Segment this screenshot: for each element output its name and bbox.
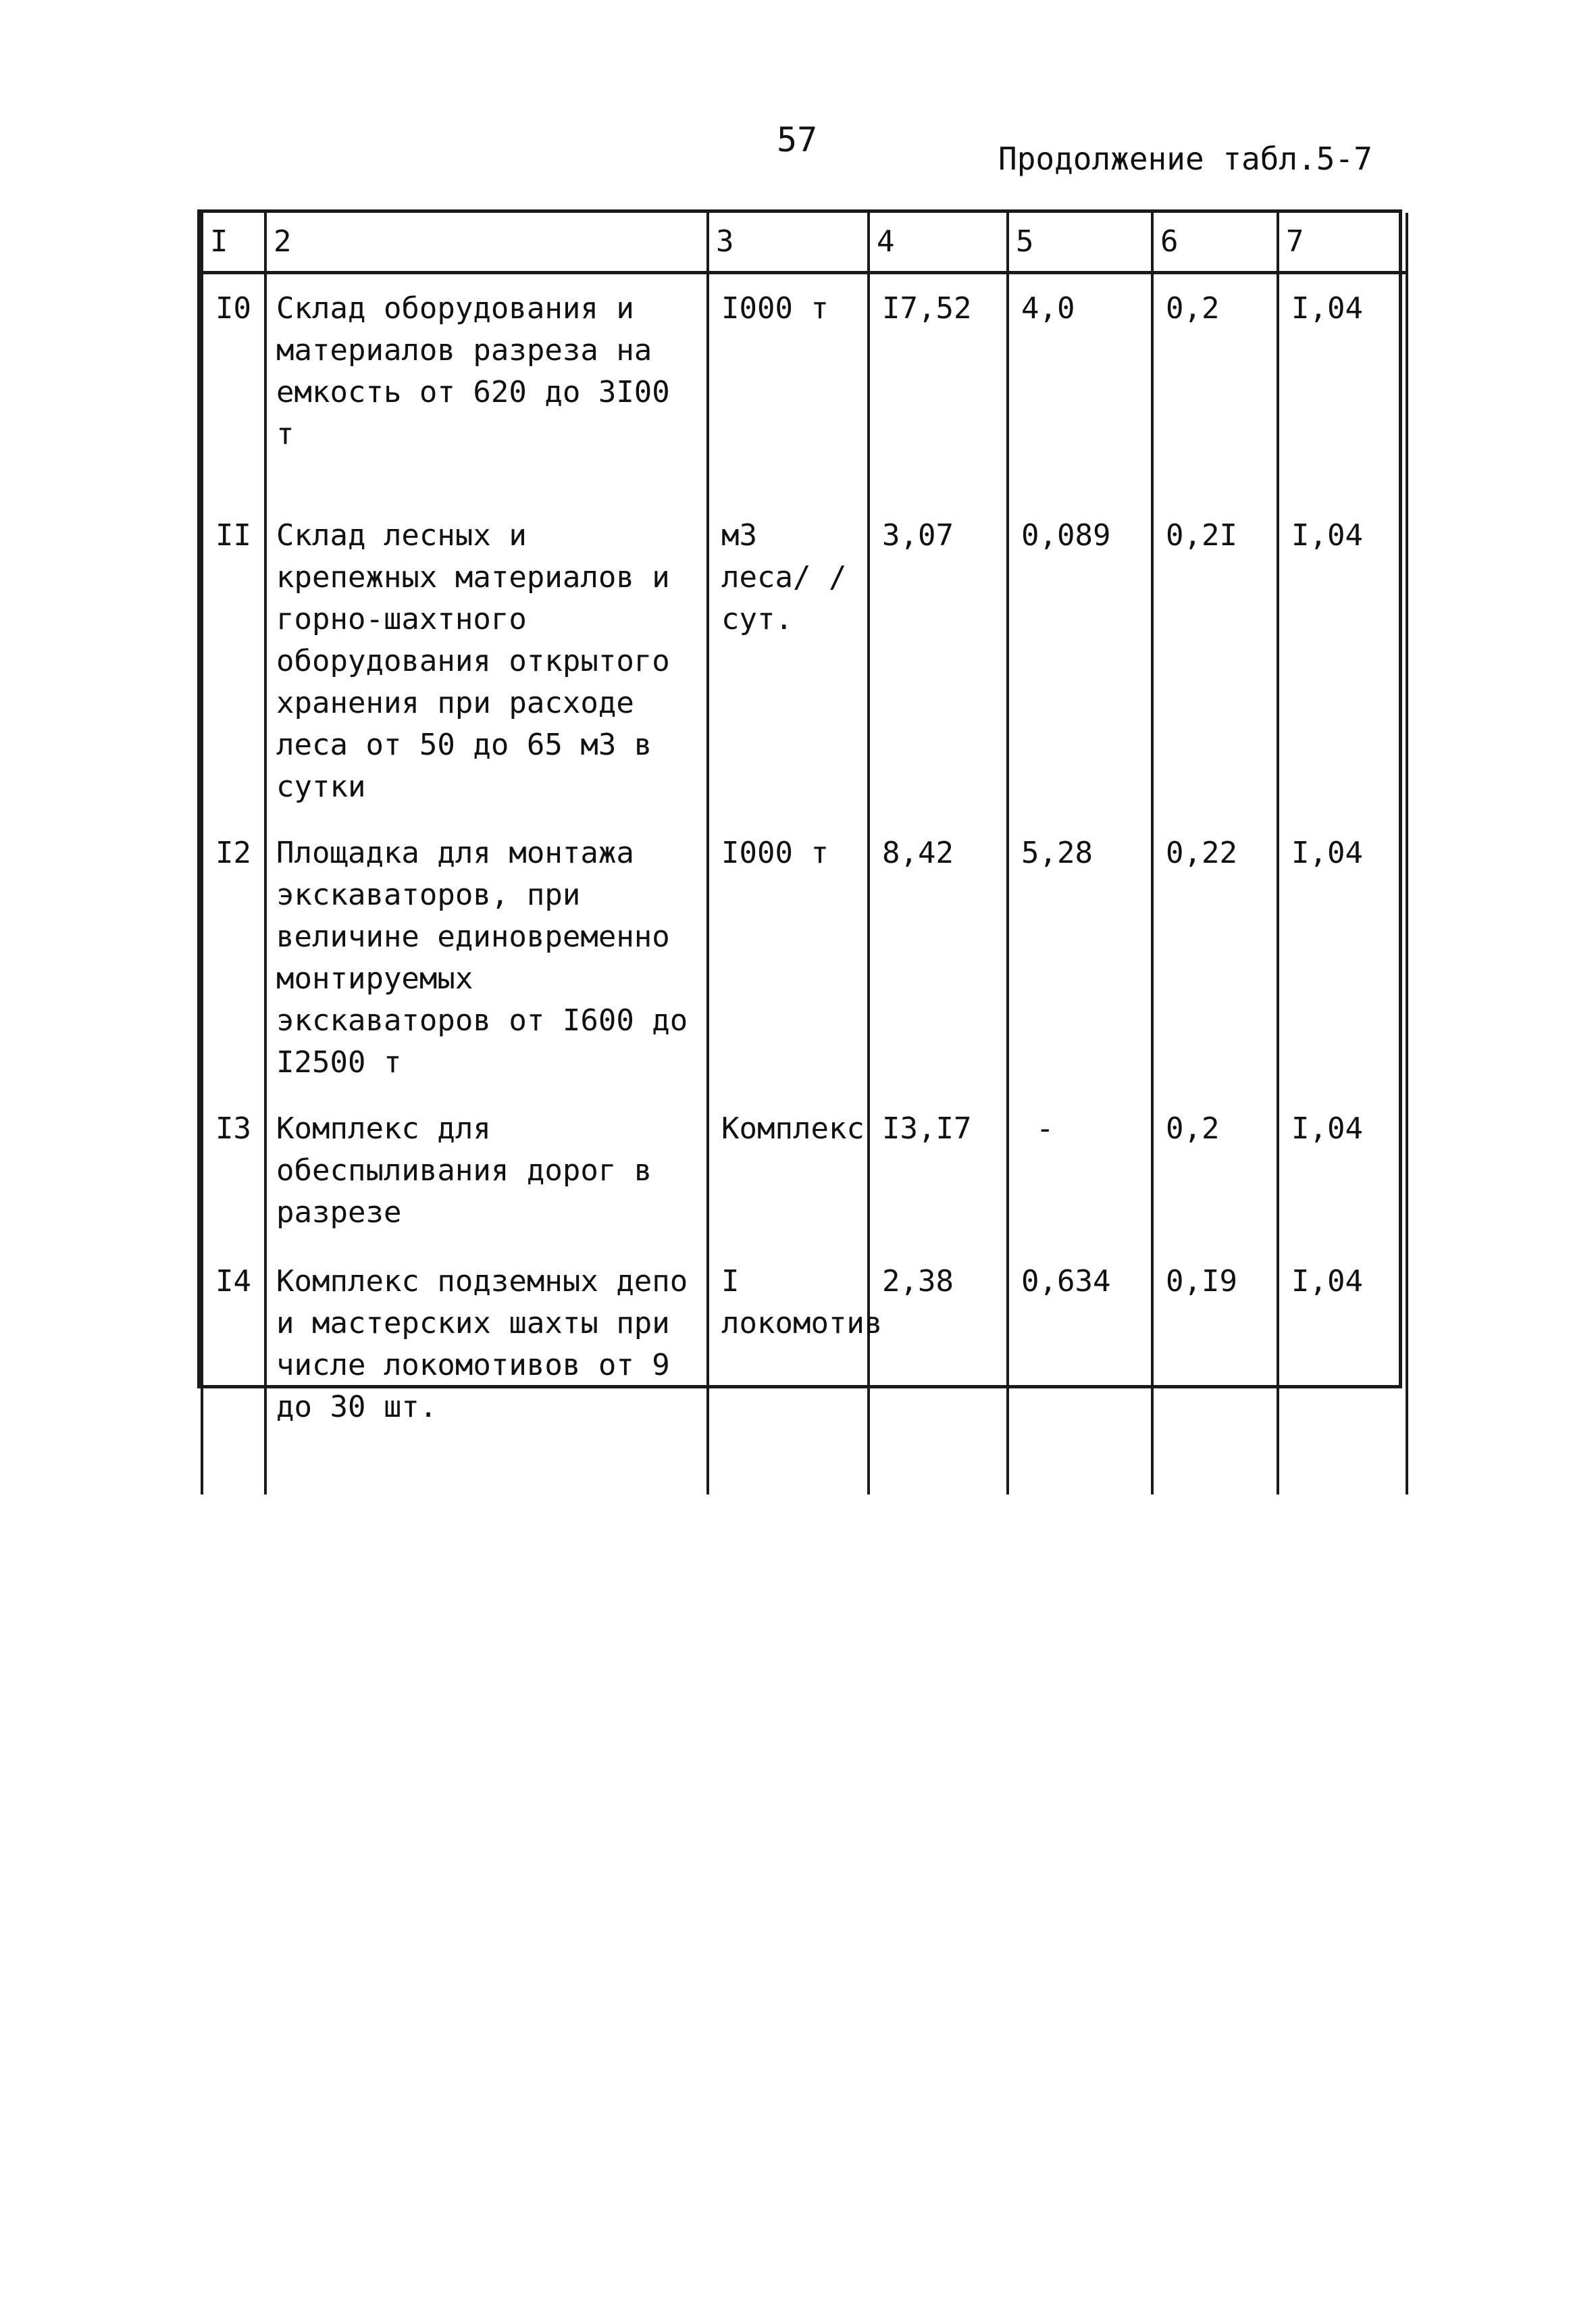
column-header-7: 7 <box>1278 213 1407 272</box>
data-table-container <box>197 209 1402 1424</box>
row-col7: I,04 <box>1278 1095 1407 1247</box>
row-col5: 0,634 <box>1008 1247 1152 1494</box>
row-col7: I,04 <box>1278 501 1407 819</box>
column-header-4: 4 <box>869 213 1008 272</box>
table-row <box>202 1095 1407 1247</box>
row-col7: I,04 <box>1278 819 1407 1095</box>
table-row <box>202 501 1407 819</box>
row-col4: 2,38 <box>869 1247 1008 1494</box>
row-col6: 0,I9 <box>1152 1247 1278 1494</box>
row-unit: м3 леса/ /сут. <box>708 501 869 819</box>
row-col7: I,04 <box>1278 1247 1407 1494</box>
column-header-5: 5 <box>1008 213 1152 272</box>
row-col4: 3,07 <box>869 501 1008 819</box>
table-continuation-caption: Продолжение табл.5-7 <box>998 141 1372 177</box>
table-body <box>202 272 1407 1494</box>
row-unit: I локомотив <box>708 1247 869 1494</box>
data-table <box>201 213 1408 1494</box>
column-header-6: 6 <box>1152 213 1278 272</box>
row-number: I2 <box>202 819 265 1095</box>
table-header <box>202 213 1407 272</box>
row-number: II <box>202 501 265 819</box>
row-col6: 0,2 <box>1152 1095 1278 1247</box>
row-name: Склад оборудования и материалов разреза на емкость от 620 до 3I00 т <box>265 272 708 501</box>
row-col5: 4,0 <box>1008 272 1152 501</box>
row-name: Комплекс для обеспыливания дорог в разрезе <box>265 1095 708 1247</box>
row-col6: 0,22 <box>1152 819 1278 1095</box>
row-number: I3 <box>202 1095 265 1247</box>
table-row <box>202 819 1407 1095</box>
row-number: I0 <box>202 272 265 501</box>
row-col5: 5,28 <box>1008 819 1152 1095</box>
row-name: Площадка для монтажа экскаваторов, при величине единовременно монтируемых экскаваторов от I600 до I2500 т <box>265 819 708 1095</box>
page-number: 57 <box>777 120 818 159</box>
row-col6: 0,2 <box>1152 272 1278 501</box>
row-col7: I,04 <box>1278 272 1407 501</box>
table-row <box>202 272 1407 501</box>
row-col4: I3,I7 <box>869 1095 1008 1247</box>
row-col5: - <box>1008 1095 1152 1247</box>
row-name: Склад лесных и крепежных материалов и горно-шахтного оборудования открытого хранения при расходе леса от 50 до 65 м3 в сутки <box>265 501 708 819</box>
row-unit: I000 т <box>708 272 869 501</box>
row-col6: 0,2I <box>1152 501 1278 819</box>
column-header-1: I <box>202 213 265 272</box>
row-name: Комплекс подземных депо и мастерских шахты при числе локомотивов от 9 до 30 шт. <box>265 1247 708 1494</box>
row-number: I4 <box>202 1247 265 1494</box>
row-col4: 8,42 <box>869 819 1008 1095</box>
table-row <box>202 1247 1407 1494</box>
row-col4: I7,52 <box>869 272 1008 501</box>
row-unit: Комплекс <box>708 1095 869 1247</box>
row-col5: 0,089 <box>1008 501 1152 819</box>
column-header-2: 2 <box>265 213 708 272</box>
column-header-3: 3 <box>708 213 869 272</box>
table-header-row <box>202 213 1407 272</box>
row-unit: I000 т <box>708 819 869 1095</box>
